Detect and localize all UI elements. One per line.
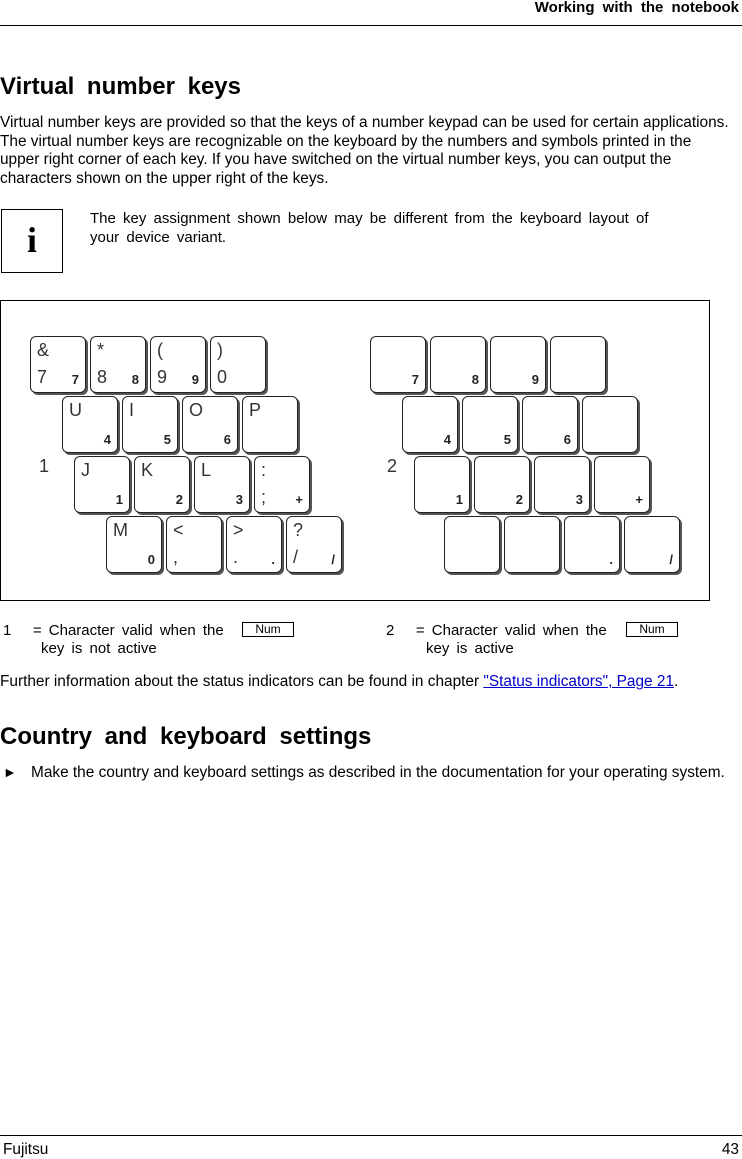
legend-2-number: 2	[386, 622, 395, 639]
right-key-11	[534, 456, 590, 513]
key-label-lr: +	[295, 492, 303, 507]
left-key-6	[122, 396, 178, 453]
key-label-lr: /	[669, 552, 673, 567]
left-key-14	[166, 516, 222, 573]
status-indicators-link[interactable]: "Status indicators", Page 21	[483, 673, 674, 690]
left-key-10	[134, 456, 190, 513]
key-label-lr: 0	[147, 552, 155, 567]
right-key-16	[624, 516, 680, 573]
key-label-ul: O	[189, 400, 204, 420]
key-label-ll: 0	[217, 367, 228, 387]
right-key-2	[430, 336, 486, 393]
right-key-10	[474, 456, 530, 513]
num-key-2: Num	[626, 622, 678, 637]
right-key-3	[490, 336, 546, 393]
right-key-13	[444, 516, 500, 573]
key-label-ul: :	[261, 460, 267, 480]
key-label-ll: ;	[261, 487, 267, 507]
key-label-ul: (	[157, 340, 163, 360]
key-label-ul: <	[173, 520, 184, 540]
footer-brand: Fujitsu	[3, 1141, 49, 1158]
key-label-ul: ?	[293, 520, 304, 540]
key-label-ll: 8	[97, 367, 108, 387]
legend-2-text-b: key is active	[426, 640, 514, 657]
legend-item-2	[386, 622, 607, 640]
key-label-ul: P	[249, 400, 262, 420]
key-label-lr: 1	[115, 492, 123, 507]
key-label-ul: U	[69, 400, 82, 420]
key-label-lr: 3	[575, 492, 583, 507]
section-heading-country-keyboard: Country and keyboard settings	[0, 723, 372, 750]
further-info-paragraph: Further information about the status indicators can be found in chapter "Status indicators", Page 21.	[0, 673, 679, 690]
callout-1: 1	[39, 456, 50, 476]
footer-rule	[0, 1135, 742, 1136]
left-key-8	[242, 396, 298, 453]
page-number: 43	[721, 1141, 739, 1158]
bullet-arrow-icon: ►	[3, 764, 17, 780]
section-heading-virtual-number-keys: Virtual number keys	[0, 73, 241, 100]
key-label-ul: &	[37, 340, 50, 360]
left-key-12	[254, 456, 310, 513]
key-label-lr: 7	[71, 372, 79, 387]
key-label-lr: 7	[411, 372, 419, 387]
left-key-1	[30, 336, 86, 393]
left-key-15	[226, 516, 282, 573]
key-label-lr: .	[271, 552, 275, 567]
page-header	[0, 0, 742, 26]
callout-2: 2	[387, 456, 398, 476]
left-key-7	[182, 396, 238, 453]
key-label-lr: 2	[175, 492, 183, 507]
key-label-lr: 3	[235, 492, 243, 507]
right-key-9	[414, 456, 470, 513]
key-label-lr: 5	[503, 432, 511, 447]
legend-2-text: = Character valid when the	[415, 622, 607, 639]
key-label-lr: +	[635, 492, 643, 507]
running-header-title: Working with the notebook	[534, 0, 739, 16]
key-label-ul: J	[81, 460, 90, 480]
key-label-ul: K	[141, 460, 154, 480]
key-label-lr: /	[331, 552, 335, 567]
key-label-lr: 8	[471, 372, 479, 387]
key-label-lr: 2	[515, 492, 523, 507]
key-label-lr: 6	[223, 432, 231, 447]
key-label-ll: /	[293, 547, 299, 567]
num-key-1: Num	[242, 622, 294, 637]
key-label-ul: )	[217, 340, 223, 360]
key-label-ul: *	[97, 340, 105, 360]
key-label-lr: 9	[531, 372, 539, 387]
right-key-8	[582, 396, 638, 453]
key-label-ll: 9	[157, 367, 168, 387]
key-label-lr: .	[609, 552, 613, 567]
key-label-ll: 7	[37, 367, 48, 387]
left-key-4	[210, 336, 266, 393]
right-key-15	[564, 516, 620, 573]
right-key-14	[504, 516, 560, 573]
key-label-lr: 4	[103, 432, 111, 447]
key-label-lr: 9	[191, 372, 199, 387]
left-key-3	[150, 336, 206, 393]
right-key-4	[550, 336, 606, 393]
info-icon: i	[1, 209, 63, 273]
key-label-ul: >	[233, 520, 244, 540]
key-label-lr: 5	[163, 432, 171, 447]
intro-paragraph: Virtual number keys are provided so that the keys of a number keypad can be used for certain applications. The virtual number keys are recognizable on the keyboard by the numbers and symbols printed in the upper right corner of each key. If you have switched on the virtual number keys, you can output the characters shown on the upper right of the keys.	[0, 114, 729, 187]
key-label-ul: I	[129, 400, 135, 420]
key-label-lr: 6	[563, 432, 571, 447]
key-label-lr: 1	[455, 492, 463, 507]
legend-1-text-b: key is not active	[41, 640, 157, 657]
legend-1-number: 1	[3, 622, 12, 639]
key-label-lr: 4	[443, 432, 451, 447]
keyboard-figure	[0, 300, 710, 601]
key-label-ul: L	[201, 460, 212, 480]
right-key-6	[462, 396, 518, 453]
left-key-5	[62, 396, 118, 453]
legend-item-1	[3, 622, 224, 640]
instruction-text: Make the country and keyboard settings as described in the documentation for your operating system.	[31, 764, 725, 781]
left-key-13	[106, 516, 162, 573]
right-key-7	[522, 396, 578, 453]
key-label-ul: M	[113, 520, 128, 540]
info-note: The key assignment shown below may be different from the keyboard layout of your device variant.	[90, 210, 649, 246]
key-label-lr: 8	[131, 372, 139, 387]
legend-1-text: = Character valid when the	[32, 622, 224, 639]
right-key-1	[370, 336, 426, 393]
left-key-9	[74, 456, 130, 513]
key-label-ll: ,	[173, 547, 179, 567]
left-key-11	[194, 456, 250, 513]
key-label-ll: .	[233, 547, 239, 567]
left-key-2	[90, 336, 146, 393]
right-key-5	[402, 396, 458, 453]
right-key-12	[594, 456, 650, 513]
left-key-16	[286, 516, 342, 573]
